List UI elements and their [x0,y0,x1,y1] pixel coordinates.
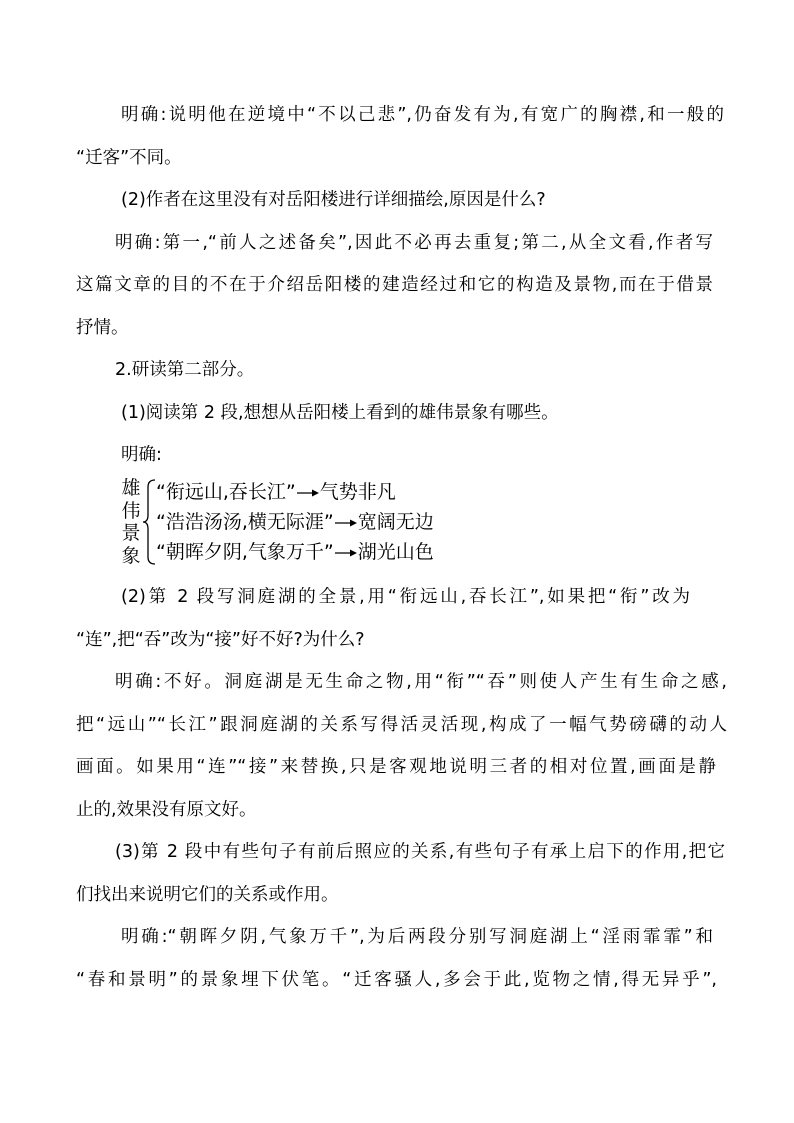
figure-quote: “浩浩汤汤,横无际涯” [156,511,334,533]
paragraph-line: “春和景明”的景象埋下伏笔。“迁客骚人,多会于此,览物之情,得无异乎”, [76,970,717,990]
paragraph-line: 抒情。 [76,318,129,338]
arrow-right-icon [335,548,357,558]
figure-result: 气势非凡 [319,481,396,503]
figure-char: 伟 [121,499,141,522]
paragraph-line: 止的,效果没有原文好。 [76,800,257,820]
paragraph-line: 画面。如果用“连”“接”来替换,只是客观地说明三者的相对位置,画面是静 [76,757,716,777]
imagery-figure [120,477,480,567]
paragraph-line: “迁客”不同。 [76,148,182,168]
paragraph-line: “连”,把“吞”改为“接”好不好?为什么? [76,630,365,650]
figure-quote: “朝晖夕阴,气象万千” [156,541,334,563]
question-line: (3)第 2 段中有些句子有前后照应的关系,有些句子有承上启下的作用,把它 [115,842,725,862]
paragraph-line: 们找出来说明它们的关系或作用。 [76,885,339,905]
question-line: (2)第 2 段写洞庭湖的全景,用“衔远山,吞长江”,如果把“衔”改为 [121,587,690,607]
figure-char: 景 [121,522,141,544]
figure-char: 象 [121,544,141,567]
arrow-right-icon [297,488,319,498]
section-heading: 2.研读第二部分。 [115,360,255,380]
figure-row [156,539,434,565]
paragraph-line: 明确:“朝晖夕阴,气象万千”,为后两段分别写洞庭湖上“淫雨霏霏”和 [121,927,713,947]
figure-row [156,479,396,505]
figure-char: 雄 [121,477,141,499]
arrow-right-icon [335,518,357,528]
paragraph-line: 明确:不好。洞庭湖是无生命之物,用“衔”“吞”则使人产生有生命之感, [115,672,727,692]
paragraph-line: 明确:说明他在逆境中“不以己悲”,仍奋发有为,有宽广的胸襟,和一般的 [121,105,724,125]
paragraph-line: 明确:第一,“前人之述备矣”,因此不必再去重复;第二,从全文看,作者写 [115,233,713,253]
paragraph-line: 明确: [121,445,162,465]
figure-vertical-label [120,477,142,567]
question-line: (2)作者在这里没有对岳阳楼进行详细描绘,原因是什么? [121,190,546,210]
question-line: (1)阅读第 2 段,想想从岳阳楼上看到的雄伟景象有哪些。 [121,403,559,423]
figure-row [156,509,434,535]
paragraph-line: 这篇文章的目的不在于介绍岳阳楼的建造经过和它的构造及景物,而在于借景 [76,275,713,295]
paragraph-line: 把“远山”“长江”跟洞庭湖的关系写得活灵活现,构成了一幅气势磅礴的动人 [76,715,727,735]
figure-quote: “衔远山,吞长江” [156,481,296,503]
figure-result: 湖光山色 [357,541,434,563]
figure-result: 宽阔无边 [357,511,434,533]
